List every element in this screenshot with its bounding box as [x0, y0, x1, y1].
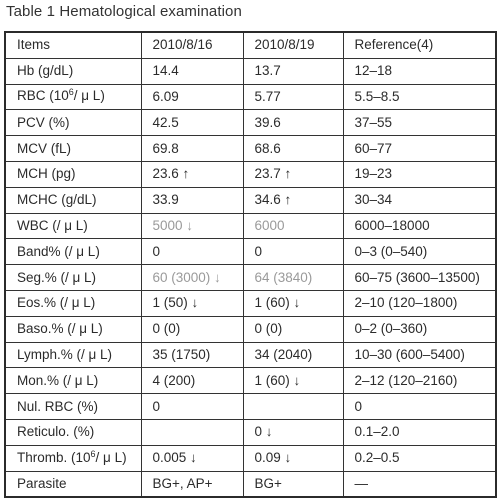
value-date-1: 35 (1750) — [141, 342, 243, 368]
reference-range: 19–23 — [343, 161, 496, 187]
header-items: Items — [5, 32, 141, 58]
reference-range: 37–55 — [343, 110, 496, 136]
reference-range: 5.5–8.5 — [343, 84, 496, 110]
row-label: WBC (/ μ L) — [5, 213, 141, 239]
row-label: Band% (/ μ L) — [5, 239, 141, 265]
reference-range: 12–18 — [343, 58, 496, 84]
reference-range: 60–77 — [343, 136, 496, 162]
table-row — [5, 419, 496, 445]
table-row — [5, 187, 496, 213]
table-row — [5, 58, 496, 84]
header-date-2: 2010/8/19 — [243, 32, 343, 58]
reference-range: 2–12 (120–2160) — [343, 368, 496, 394]
reference-range: — — [343, 471, 496, 497]
hematology-table — [4, 31, 497, 498]
row-label: Reticulo. (%) — [5, 419, 141, 445]
table-row — [5, 110, 496, 136]
row-label — [5, 84, 141, 110]
row-label: Mon.% (/ μ L) — [5, 368, 141, 394]
reference-range: 0–2 (0–360) — [343, 316, 496, 342]
value-date-2: 1 (60) ↓ — [243, 290, 343, 316]
label-superscript: 6 — [90, 448, 96, 459]
row-label: MCHC (g/dL) — [5, 187, 141, 213]
value-date-1: 33.9 — [141, 187, 243, 213]
value-date-1: 60 (3000) ↓ — [141, 265, 243, 291]
row-label: Seg.% (/ μ L) — [5, 265, 141, 291]
header-reference: Reference(4) — [343, 32, 496, 58]
value-date-2: 0 ↓ — [243, 419, 343, 445]
value-date-1: 0 — [141, 394, 243, 420]
row-label: Nul. RBC (%) — [5, 394, 141, 420]
table-row — [5, 136, 496, 162]
table-row — [5, 239, 496, 265]
table-row — [5, 316, 496, 342]
value-date-2: 6000 — [243, 213, 343, 239]
value-date-2: 34 (2040) — [243, 342, 343, 368]
value-date-2: 13.7 — [243, 58, 343, 84]
row-label: PCV (%) — [5, 110, 141, 136]
value-date-1: 6.09 — [141, 84, 243, 110]
row-label: Hb (g/dL) — [5, 58, 141, 84]
row-label: Baso.% (/ μ L) — [5, 316, 141, 342]
value-date-1: 0.005 ↓ — [141, 445, 243, 471]
value-date-1: 69.8 — [141, 136, 243, 162]
label-text: RBC (10 — [17, 88, 69, 104]
reference-range: 6000–18000 — [343, 213, 496, 239]
row-label: MCH (pg) — [5, 161, 141, 187]
value-date-2: BG+ — [243, 471, 343, 497]
reference-range: 0.1–2.0 — [343, 419, 496, 445]
table-header-row — [5, 32, 496, 58]
value-date-1: 0 (0) — [141, 316, 243, 342]
value-date-1: 0 — [141, 239, 243, 265]
table-row — [5, 84, 496, 110]
value-date-1: 23.6 ↑ — [141, 161, 243, 187]
value-date-2: 0 (0) — [243, 316, 343, 342]
value-date-2: 39.6 — [243, 110, 343, 136]
value-date-2: 34.6 ↑ — [243, 187, 343, 213]
row-label — [5, 445, 141, 471]
table-row — [5, 445, 496, 471]
table-caption: Table 1 Hematological examination — [6, 3, 242, 20]
label-superscript: 6 — [68, 87, 74, 98]
value-date-2: 23.7 ↑ — [243, 161, 343, 187]
value-date-2 — [243, 394, 343, 420]
value-date-2: 68.6 — [243, 136, 343, 162]
row-label: Parasite — [5, 471, 141, 497]
value-date-1: BG+, AP+ — [141, 471, 243, 497]
value-date-1: 1 (50) ↓ — [141, 290, 243, 316]
row-label: MCV (fL) — [5, 136, 141, 162]
reference-range: 10–30 (600–5400) — [343, 342, 496, 368]
value-date-1: 42.5 — [141, 110, 243, 136]
table-row — [5, 265, 496, 291]
value-date-1: 14.4 — [141, 58, 243, 84]
value-date-1: 4 (200) — [141, 368, 243, 394]
reference-range: 60–75 (3600–13500) — [343, 265, 496, 291]
reference-range: 30–34 — [343, 187, 496, 213]
table-row — [5, 471, 496, 497]
label-text-unit: / μ L) — [73, 88, 105, 104]
value-date-2: 5.77 — [243, 84, 343, 110]
value-date-2: 1 (60) ↓ — [243, 368, 343, 394]
reference-range: 0–3 (0–540) — [343, 239, 496, 265]
value-date-2: 64 (3840) — [243, 265, 343, 291]
reference-range: 0.2–0.5 — [343, 445, 496, 471]
label-text-unit: / μ L) — [95, 449, 127, 465]
table-row — [5, 213, 496, 239]
value-date-2: 0.09 ↓ — [243, 445, 343, 471]
row-label: Lymph.% (/ μ L) — [5, 342, 141, 368]
value-date-1: 5000 ↓ — [141, 213, 243, 239]
label-text: Thromb. (10 — [17, 449, 91, 465]
reference-range: 0 — [343, 394, 496, 420]
row-label: Eos.% (/ μ L) — [5, 290, 141, 316]
table-row — [5, 394, 496, 420]
table-row — [5, 342, 496, 368]
value-date-1 — [141, 419, 243, 445]
table-row — [5, 368, 496, 394]
reference-range: 2–10 (120–1800) — [343, 290, 496, 316]
value-date-2: 0 — [243, 239, 343, 265]
header-date-1: 2010/8/16 — [141, 32, 243, 58]
table-row — [5, 290, 496, 316]
table-row — [5, 161, 496, 187]
